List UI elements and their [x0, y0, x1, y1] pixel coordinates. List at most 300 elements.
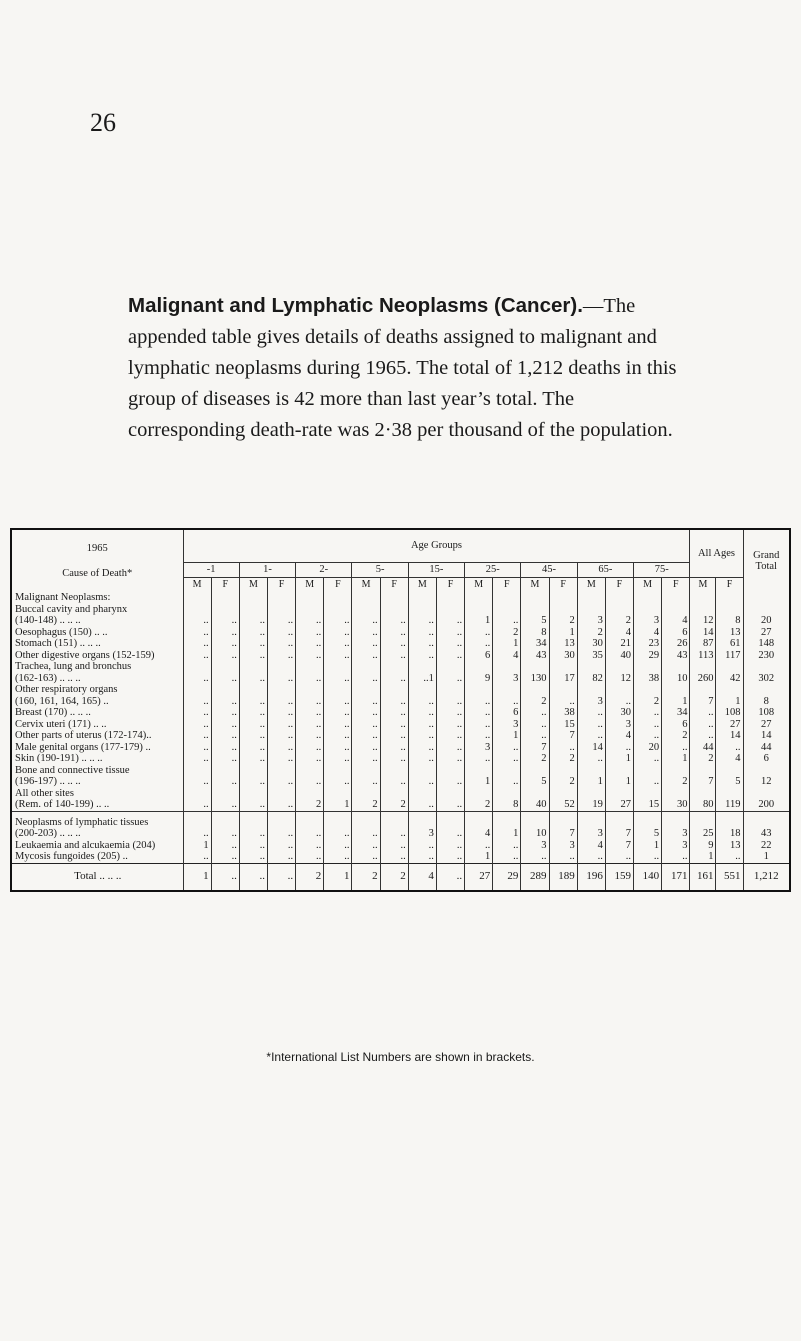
value-cell: .. [408, 753, 436, 765]
value-cell [408, 765, 436, 777]
value-cell: 42 [716, 673, 743, 685]
value-cell: 3 [493, 719, 521, 731]
value-cell: .. [211, 673, 239, 685]
value-cell [577, 661, 605, 673]
table-row [12, 592, 789, 604]
value-cell: .. [352, 627, 380, 639]
value-cell [716, 592, 743, 604]
value-cell [183, 661, 211, 673]
cause-cell: Bone and connective tissue [15, 764, 130, 776]
value-cell: 4 [716, 753, 743, 765]
table-row [12, 788, 789, 800]
value-cell: .. [352, 730, 380, 742]
table-row [12, 638, 789, 650]
value-cell: .. [239, 730, 267, 742]
value-cell: .. [408, 615, 436, 627]
value-cell [662, 811, 690, 828]
value-cell: .. [380, 638, 408, 650]
value-cell [690, 811, 716, 828]
grand-total-cell [743, 684, 789, 696]
value-cell [634, 684, 662, 696]
value-cell [521, 604, 549, 616]
value-cell: .. [296, 828, 324, 840]
value-cell: .. [211, 753, 239, 765]
value-cell: 5 [521, 776, 549, 788]
value-cell: .. [296, 707, 324, 719]
value-cell: .. [267, 828, 295, 840]
value-cell: 2 [690, 753, 716, 765]
value-cell [465, 765, 493, 777]
value-cell: .. [380, 696, 408, 708]
value-cell: .. [352, 615, 380, 627]
value-cell [605, 604, 633, 616]
value-cell: .. [267, 851, 295, 863]
value-cell: .. [634, 776, 662, 788]
cause-cell: Other digestive organs (152-159) [15, 649, 155, 661]
value-cell: 2 [662, 776, 690, 788]
value-cell: .. [436, 615, 464, 627]
value-cell: 13 [716, 840, 743, 852]
value-cell: 27 [465, 863, 493, 890]
value-cell: 2 [605, 615, 633, 627]
value-cell: 161 [690, 863, 716, 890]
value-cell: 289 [521, 863, 549, 890]
value-cell: 25 [690, 828, 716, 840]
value-cell [352, 604, 380, 616]
value-cell: .. [690, 707, 716, 719]
value-cell: 2 [521, 753, 549, 765]
value-cell: .. [267, 742, 295, 754]
value-cell [296, 661, 324, 673]
value-cell [267, 765, 295, 777]
value-cell [690, 592, 716, 604]
cause-cell: (196-197) .. .. .. [15, 776, 81, 787]
table-row [12, 753, 789, 765]
grand-total-cell: 8 [743, 696, 789, 708]
cause-cell: Buccal cavity and pharynx [15, 603, 128, 615]
value-cell [634, 765, 662, 777]
value-cell: .. [549, 851, 577, 863]
value-cell: 12 [605, 673, 633, 685]
value-cell: 2 [296, 799, 324, 811]
value-cell [211, 788, 239, 800]
value-cell: 35 [577, 650, 605, 662]
cause-cell: Breast (170) .. .. .. [15, 707, 91, 718]
value-cell: .. [211, 627, 239, 639]
value-cell: .. [408, 799, 436, 811]
value-cell [183, 592, 211, 604]
value-cell: .. [324, 753, 352, 765]
value-cell [267, 592, 295, 604]
cause-header: Cause of Death* [62, 568, 133, 579]
value-cell [716, 684, 743, 696]
value-cell: .. [380, 673, 408, 685]
value-cell: 7 [549, 730, 577, 742]
value-cell: 2 [352, 863, 380, 890]
value-cell: 6 [662, 627, 690, 639]
value-cell: .. [380, 627, 408, 639]
value-cell: 17 [549, 673, 577, 685]
value-cell: .. [436, 696, 464, 708]
value-cell: .. [211, 719, 239, 731]
value-cell: .. [239, 753, 267, 765]
value-cell [324, 811, 352, 828]
value-cell [380, 661, 408, 673]
value-cell: 4 [493, 650, 521, 662]
value-cell [577, 765, 605, 777]
value-cell: .. [436, 851, 464, 863]
value-cell [521, 811, 549, 828]
age-band-header: 2- [296, 563, 352, 578]
table-row [12, 828, 789, 840]
table-row [12, 673, 789, 685]
value-cell: .. [183, 673, 211, 685]
value-cell [465, 788, 493, 800]
grand-total-cell: 27 [743, 719, 789, 731]
value-cell: .. [380, 753, 408, 765]
value-cell: 1 [577, 776, 605, 788]
value-cell: 3 [662, 840, 690, 852]
value-cell: 30 [605, 707, 633, 719]
value-cell: 4 [605, 730, 633, 742]
value-cell: .. [267, 719, 295, 731]
sex-header: F [493, 578, 521, 593]
value-cell: 52 [549, 799, 577, 811]
value-cell: 130 [521, 673, 549, 685]
value-cell: 7 [690, 696, 716, 708]
value-cell: 21 [605, 638, 633, 650]
value-cell: 1 [716, 696, 743, 708]
value-cell: .. [716, 851, 743, 863]
table-row [12, 650, 789, 662]
value-cell: .. [493, 776, 521, 788]
value-cell [324, 661, 352, 673]
value-cell: 3 [634, 615, 662, 627]
value-cell: .. [352, 707, 380, 719]
value-cell: .. [436, 627, 464, 639]
value-cell: 38 [549, 707, 577, 719]
value-cell: 159 [605, 863, 633, 890]
value-cell: 1 [605, 753, 633, 765]
table-row [12, 811, 789, 828]
table-row [12, 661, 789, 673]
grand-total-cell [743, 765, 789, 777]
value-cell: .. [352, 719, 380, 731]
value-cell: .. [380, 851, 408, 863]
value-cell: .. [211, 730, 239, 742]
value-cell [577, 592, 605, 604]
value-cell: .. [211, 799, 239, 811]
grand-total-cell [743, 788, 789, 800]
value-cell [521, 765, 549, 777]
value-cell: .. [296, 615, 324, 627]
value-cell: .. [521, 719, 549, 731]
value-cell: 18 [716, 828, 743, 840]
value-cell: .. [634, 851, 662, 863]
value-cell: .. [577, 730, 605, 742]
value-cell: 61 [716, 638, 743, 650]
value-cell [662, 684, 690, 696]
grand-total-cell [743, 661, 789, 673]
value-cell [465, 592, 493, 604]
value-cell [493, 592, 521, 604]
value-cell [239, 592, 267, 604]
value-cell: 29 [634, 650, 662, 662]
value-cell [408, 592, 436, 604]
value-cell [605, 661, 633, 673]
value-cell: .. [408, 776, 436, 788]
value-cell: .. [436, 742, 464, 754]
value-cell [662, 765, 690, 777]
value-cell [211, 661, 239, 673]
cause-cell: All other sites [15, 787, 74, 799]
value-cell [296, 604, 324, 616]
value-cell: 117 [716, 650, 743, 662]
value-cell: .. [324, 615, 352, 627]
grand-total-cell: 20 [743, 615, 789, 627]
value-cell: .. [436, 650, 464, 662]
value-cell: .. [239, 627, 267, 639]
value-cell [352, 684, 380, 696]
value-cell: 80 [690, 799, 716, 811]
table-row [12, 742, 789, 754]
value-cell: .. [634, 753, 662, 765]
value-cell: .. [577, 719, 605, 731]
grand-total-cell [743, 592, 789, 604]
value-cell: 3 [549, 840, 577, 852]
footnote: *International List Numbers are shown in brackets. [266, 1050, 535, 1064]
sex-header: M [408, 578, 436, 593]
sex-header: F [549, 578, 577, 593]
table-row [12, 851, 789, 863]
value-cell: 2 [380, 863, 408, 890]
value-cell: .. [352, 753, 380, 765]
value-cell: .. [267, 799, 295, 811]
value-cell: 27 [605, 799, 633, 811]
value-cell: .. [267, 753, 295, 765]
cause-cell: Total .. .. .. [12, 863, 183, 890]
value-cell: 30 [549, 650, 577, 662]
sex-header: M [521, 578, 549, 593]
value-cell [183, 788, 211, 800]
value-cell: .. [267, 696, 295, 708]
value-cell [690, 661, 716, 673]
value-cell: 9 [465, 673, 493, 685]
value-cell: .. [211, 840, 239, 852]
value-cell [239, 661, 267, 673]
value-cell [239, 811, 267, 828]
value-cell: .. [183, 730, 211, 742]
value-cell [465, 811, 493, 828]
value-cell: .. [465, 840, 493, 852]
value-cell [662, 604, 690, 616]
value-cell: 6 [493, 707, 521, 719]
value-cell [690, 788, 716, 800]
value-cell: 3 [662, 828, 690, 840]
value-cell: .. [380, 840, 408, 852]
table-row [12, 604, 789, 616]
value-cell: 7 [605, 840, 633, 852]
grand-total-cell: 44 [743, 742, 789, 754]
value-cell: .. [324, 638, 352, 650]
value-cell: .. [436, 840, 464, 852]
age-band-header: 65- [577, 563, 633, 578]
value-cell: .. [296, 730, 324, 742]
value-cell: .. [324, 650, 352, 662]
value-cell: .. [634, 707, 662, 719]
value-cell: .. [716, 742, 743, 754]
value-cell: .. [239, 851, 267, 863]
value-cell [211, 604, 239, 616]
cause-cell: Leukaemia and alcukaemia (204) [15, 839, 156, 851]
grand-total-cell: 302 [743, 673, 789, 685]
value-cell: .. [662, 742, 690, 754]
value-cell [690, 765, 716, 777]
value-cell: .. [296, 776, 324, 788]
sex-header: F [267, 578, 295, 593]
value-cell [521, 684, 549, 696]
value-cell: .. [211, 638, 239, 650]
value-cell: 13 [716, 627, 743, 639]
value-cell: 4 [577, 840, 605, 852]
sex-header: M [296, 578, 324, 593]
value-cell: .. [267, 730, 295, 742]
value-cell [521, 592, 549, 604]
value-cell: 3 [577, 696, 605, 708]
value-cell: .. [634, 719, 662, 731]
value-cell [211, 684, 239, 696]
value-cell: .. [239, 615, 267, 627]
value-cell: .. [605, 696, 633, 708]
value-cell: .. [493, 696, 521, 708]
value-cell [267, 811, 295, 828]
value-cell [296, 765, 324, 777]
value-cell: .. [324, 730, 352, 742]
value-cell: 34 [662, 707, 690, 719]
value-cell: .. [436, 799, 464, 811]
value-cell: 3 [408, 828, 436, 840]
value-cell: .. [605, 742, 633, 754]
value-cell: .. [380, 707, 408, 719]
sex-header: F [436, 578, 464, 593]
value-cell: 4 [662, 615, 690, 627]
value-cell: .. [465, 753, 493, 765]
value-cell: 2 [352, 799, 380, 811]
sex-header: F [662, 578, 690, 593]
table-row [12, 696, 789, 708]
value-cell: 2 [549, 615, 577, 627]
value-cell: .. [465, 707, 493, 719]
value-cell [183, 765, 211, 777]
value-cell: 26 [662, 638, 690, 650]
value-cell: .. [324, 719, 352, 731]
value-cell [211, 765, 239, 777]
value-cell: 1 [662, 696, 690, 708]
value-cell: 20 [634, 742, 662, 754]
grand-total-cell: 43 [743, 828, 789, 840]
grand-total-cell: 108 [743, 707, 789, 719]
value-cell [211, 592, 239, 604]
value-cell [521, 788, 549, 800]
value-cell [380, 604, 408, 616]
value-cell: 38 [634, 673, 662, 685]
value-cell: 15 [634, 799, 662, 811]
value-cell: .. [183, 753, 211, 765]
value-cell [493, 788, 521, 800]
table-row [12, 707, 789, 719]
value-cell: .. [408, 719, 436, 731]
value-cell: .. [690, 730, 716, 742]
value-cell: .. [549, 696, 577, 708]
value-cell [605, 788, 633, 800]
value-cell: .. [239, 638, 267, 650]
value-cell [690, 684, 716, 696]
sex-header: M [465, 578, 493, 593]
value-cell: 14 [577, 742, 605, 754]
value-cell: .. [296, 696, 324, 708]
value-cell: .. [296, 742, 324, 754]
value-cell: .. [296, 840, 324, 852]
value-cell [380, 592, 408, 604]
value-cell [436, 661, 464, 673]
value-cell: 196 [577, 863, 605, 890]
value-cell: .. [211, 776, 239, 788]
value-cell: .. [183, 627, 211, 639]
cause-cell: Malignant Neoplasms: [15, 592, 111, 603]
value-cell: .. [352, 851, 380, 863]
age-band-header: 1- [239, 563, 295, 578]
value-cell [465, 604, 493, 616]
value-cell [324, 765, 352, 777]
value-cell: .. [183, 707, 211, 719]
value-cell: 2 [662, 730, 690, 742]
value-cell: .. [239, 863, 267, 890]
value-cell [324, 604, 352, 616]
sex-header: F [324, 578, 352, 593]
value-cell: .. [690, 719, 716, 731]
cause-cell: Other respiratory organs [15, 684, 118, 695]
value-cell: 34 [521, 638, 549, 650]
value-cell: 140 [634, 863, 662, 890]
value-cell: 1 [465, 776, 493, 788]
value-cell [352, 592, 380, 604]
value-cell [296, 592, 324, 604]
value-cell: 27 [716, 719, 743, 731]
grand-total-cell [743, 811, 789, 828]
value-cell [408, 811, 436, 828]
value-cell: 2 [549, 776, 577, 788]
value-cell: 4 [408, 863, 436, 890]
value-cell: .. [605, 851, 633, 863]
value-cell: .. [436, 863, 464, 890]
age-band-header: 75- [634, 563, 690, 578]
cause-cell: (140-148) .. .. .. [15, 615, 81, 626]
value-cell [716, 661, 743, 673]
value-cell: 3 [493, 673, 521, 685]
value-cell: .. [577, 753, 605, 765]
value-cell: .. [183, 851, 211, 863]
value-cell: .. [324, 742, 352, 754]
value-cell: .. [465, 638, 493, 650]
value-cell [493, 811, 521, 828]
grand-total-header: Grand Total [743, 530, 789, 592]
value-cell [183, 684, 211, 696]
value-cell: 1 [183, 863, 211, 890]
value-cell: ..1 [408, 673, 436, 685]
value-cell [493, 604, 521, 616]
value-cell [549, 765, 577, 777]
grand-total-cell: 6 [743, 753, 789, 765]
